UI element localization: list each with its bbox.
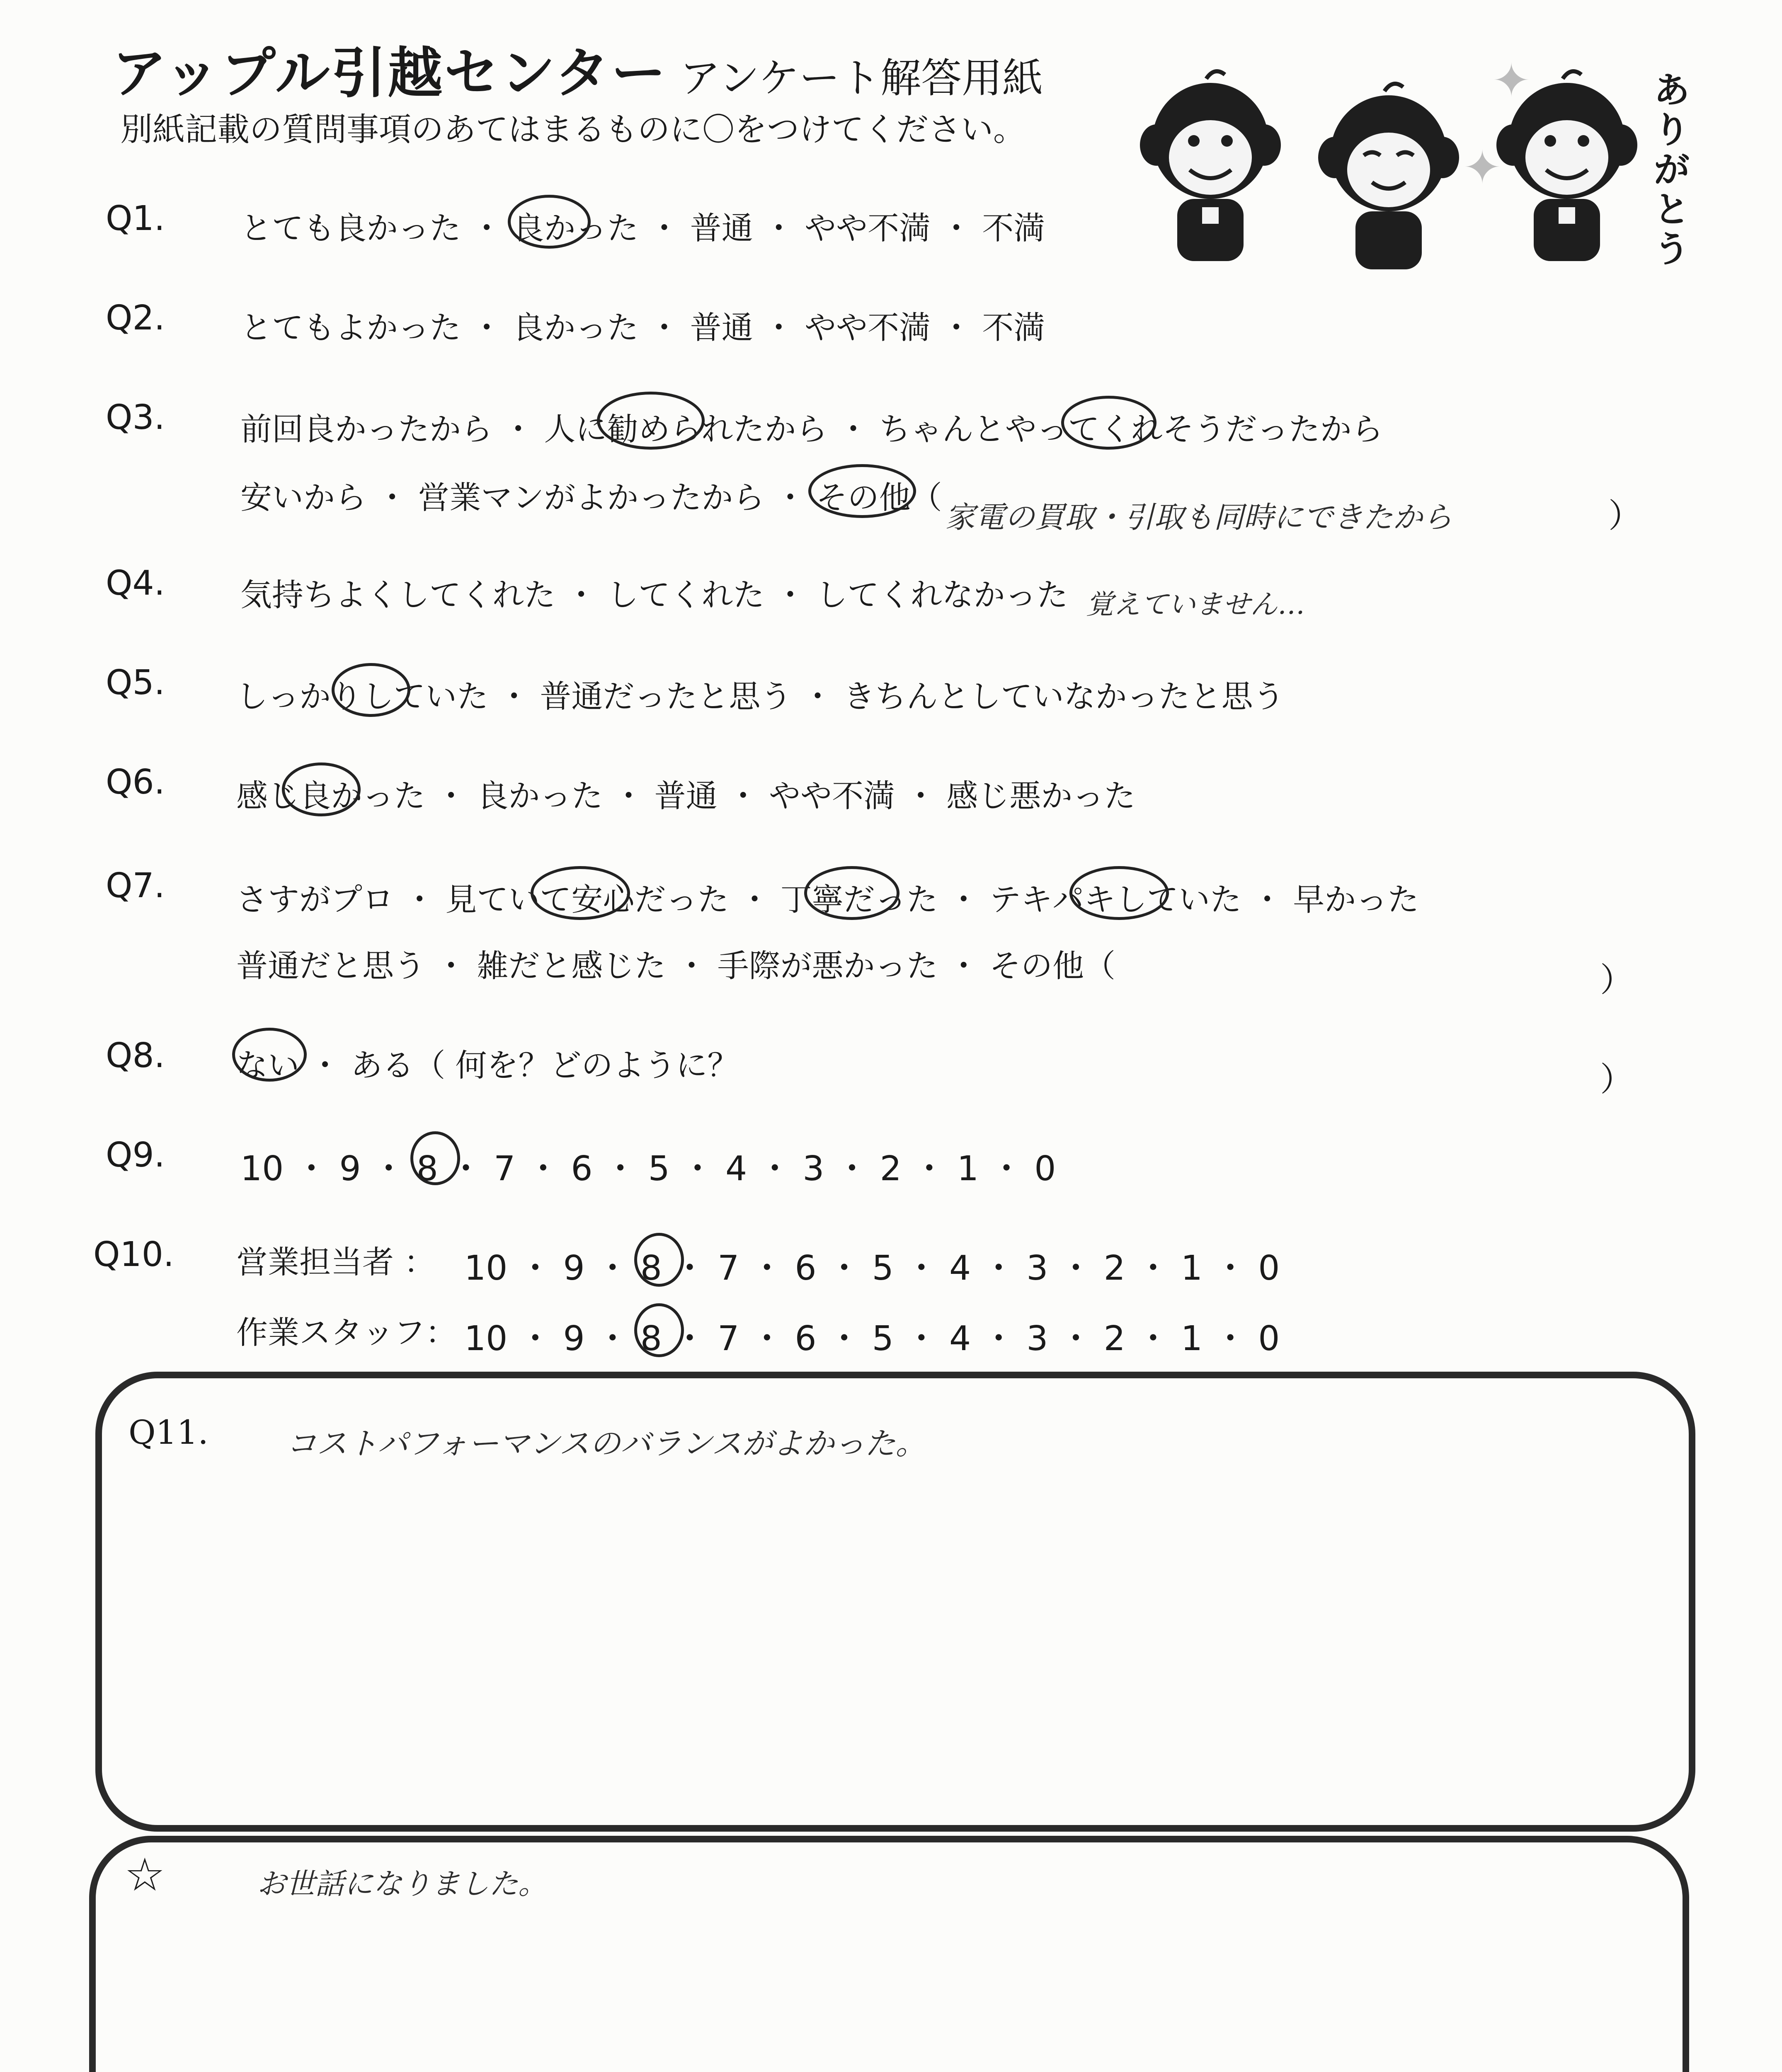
sparkle-icon: ✦	[1463, 141, 1502, 194]
q8-close-paren: ）	[1600, 1060, 1633, 1099]
answer-circle	[531, 866, 630, 920]
brand-title: アップル引越センター	[112, 41, 668, 105]
q3-close-paren: ）	[1608, 496, 1641, 535]
form-subtitle: アンケート解答用紙	[680, 55, 1043, 102]
answer-circle	[808, 464, 916, 518]
answer-circle	[232, 1028, 307, 1082]
mascot-illustration	[1127, 50, 1700, 282]
q2-options[interactable]: とてもよかった ・ 良かった ・ 普通 ・ やや不満 ・ 不満	[240, 309, 1045, 346]
thanks-text: ありがとう	[1654, 70, 1690, 270]
q7-label: Q7.	[106, 866, 165, 905]
q9-scale[interactable]: 10 ・ 9 ・ 8 ・ 7 ・ 6 ・ 5 ・ 4 ・ 3 ・ 2 ・ 1 ・ 0	[240, 1149, 1056, 1188]
answer-circle	[410, 1131, 460, 1185]
answer-circle	[332, 663, 410, 717]
answer-circle	[634, 1303, 684, 1357]
answer-circle	[1061, 396, 1156, 450]
comment-handwritten: お世話になりました。	[257, 1867, 547, 1901]
q10-sales-scale[interactable]: 10 ・ 9 ・ 8 ・ 7 ・ 6 ・ 5 ・ 4 ・ 3 ・ 2 ・ 1 ・ 0	[464, 1249, 1280, 1288]
star-icon: ☆	[124, 1848, 165, 1901]
answer-circle	[282, 762, 361, 816]
sparkle-icon: ✦	[1492, 54, 1531, 107]
q1-label: Q1.	[106, 199, 165, 238]
instruction-text: 別紙記載の質問事項のあてはまるものに〇をつけてください。	[120, 111, 1026, 148]
mascot-monkeys-icon	[1127, 50, 1700, 282]
answer-circle	[804, 866, 899, 920]
q5-options[interactable]: しっかりしていた ・ 普通だったと思う ・ きちんとしていなかったと思う	[236, 678, 1285, 715]
q4-options[interactable]: 気持ちよくしてくれた ・ してくれた ・ してくれなかった	[240, 576, 1068, 613]
q11-label: Q11.	[128, 1413, 209, 1452]
q6-label: Q6.	[106, 762, 165, 802]
answer-circle	[508, 195, 591, 249]
q1-options[interactable]: とても良かった ・ 良かった ・ 普通 ・ やや不満 ・ 不満	[240, 210, 1045, 247]
q9-label: Q9.	[106, 1135, 165, 1175]
q4-handwritten-note: 覚えていません…	[1086, 588, 1305, 620]
q7-close-paren: ）	[1600, 961, 1633, 999]
answer-circle	[1069, 866, 1169, 920]
q7-options-line1[interactable]: さすがプロ ・ 見ていて安心だった ・ 丁寧だった ・ テキパキしていた ・ 早かった	[236, 881, 1419, 918]
q10-staff-label: 作業スタッフ：	[236, 1314, 457, 1351]
q3-label: Q3.	[106, 398, 165, 437]
q5-label: Q5.	[106, 663, 165, 702]
answer-circle	[597, 392, 705, 450]
q10-sales-label: 営業担当者 ：	[236, 1244, 436, 1280]
q3-options-line2[interactable]: 安いから ・ 営業マンがよかったから ・ その他（	[240, 479, 942, 516]
answer-circle	[634, 1233, 684, 1287]
q4-label: Q4.	[106, 564, 165, 603]
q3-options-line1[interactable]: 前回良かったから ・ 人に勧められたから ・ ちゃんとやってくれそうだったから	[240, 411, 1383, 448]
q3-handwritten-answer: 家電の買取・引取も同時にできたから	[945, 500, 1453, 535]
q8-options[interactable]: ない ・ ある（ 何を？どのように？	[236, 1047, 739, 1084]
q8-label: Q8.	[106, 1036, 165, 1075]
q7-options-line2[interactable]: 普通だと思う ・ 雑だと感じた ・ 手際が悪かった ・ その他（	[236, 947, 1115, 984]
q11-handwritten-answer: コストパフォーマンスのバランスがよかった。	[286, 1426, 926, 1462]
q10-label: Q10.	[93, 1235, 174, 1274]
q10-staff-scale[interactable]: 10 ・ 9 ・ 8 ・ 7 ・ 6 ・ 5 ・ 4 ・ 3 ・ 2 ・ 1 ・ 0	[464, 1319, 1280, 1358]
q6-options[interactable]: 感じ良かった ・ 良かった ・ 普通 ・ やや不満 ・ 感じ悪かった	[236, 777, 1136, 814]
q2-label: Q2.	[106, 298, 165, 338]
